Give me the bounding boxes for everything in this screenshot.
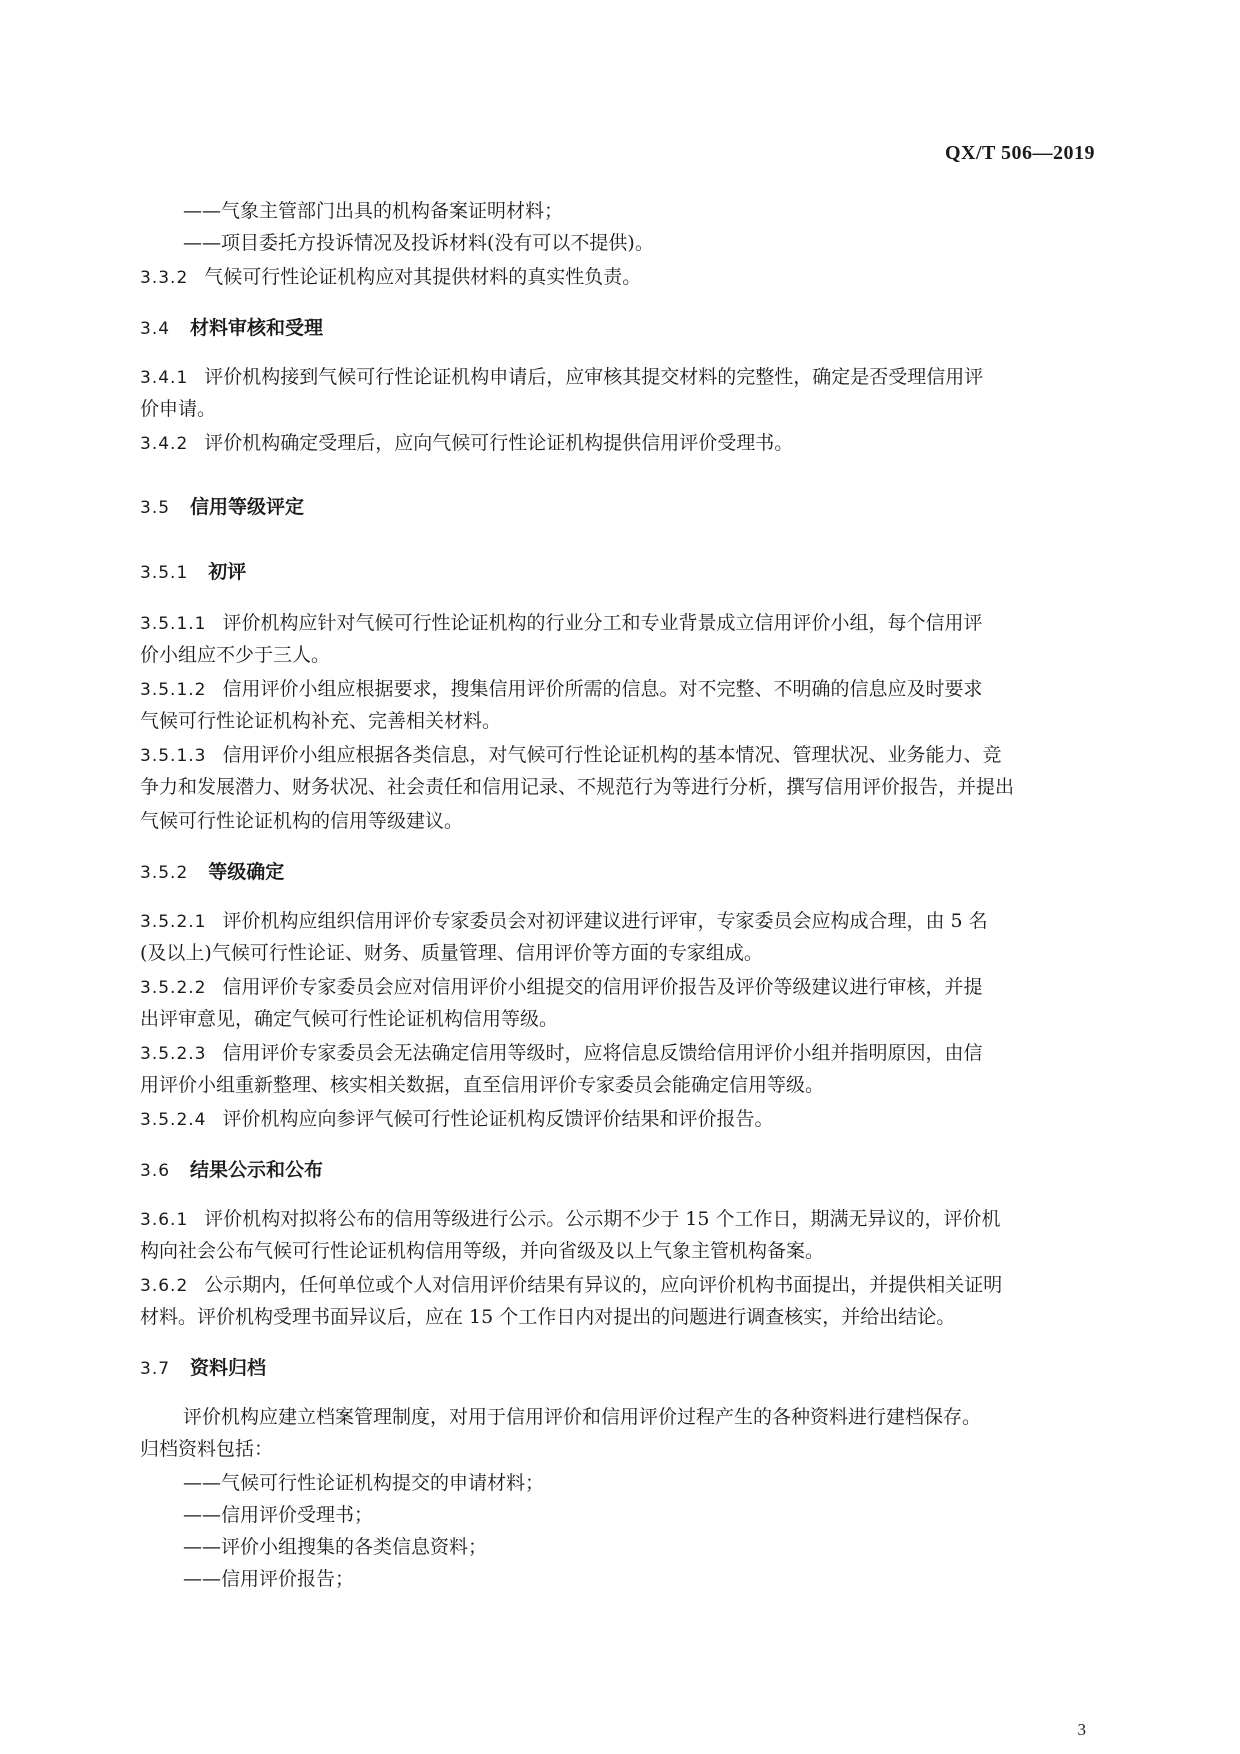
section-heading (140, 1155, 1100, 1186)
clause-continuation: 出评审意见，确定气候可行性论证机构信用等级。 (140, 1008, 559, 1030)
clause (140, 972, 1100, 1003)
clause-number: 3.5.2.4 (140, 1110, 207, 1130)
clause-number: 3.5.1.2 (140, 680, 207, 700)
clause-continuation: (及以上)气候可行性论证、财务、质量管理、信用评价等方面的专家组成。 (140, 942, 763, 964)
clause-continuation: 材料。评价机构受理书面异议后，应在 15 个工作日内对提出的问题进行调查核实，并给出结论。 (140, 1306, 956, 1328)
section-number: 3.5.2 (140, 863, 189, 883)
section-heading (140, 1353, 1100, 1384)
section-title: 等级确定 (208, 861, 285, 883)
clause-number: 3.4.2 (140, 434, 189, 454)
clause-text: 信用评价小组应根据要求，搜集信用评价所需的信息。对不完整、不明确的信息应及时要求 (222, 678, 983, 700)
section-heading (140, 313, 1100, 344)
clause-text: 评价机构确定受理后，应向气候可行性论证机构提供信用评价受理书。 (204, 432, 794, 454)
clause-continuation: 气候可行性论证机构补充、完善相关材料。 (140, 710, 502, 732)
clause-continuation: 气候可行性论证机构的信用等级建议。 (140, 810, 464, 832)
clause-continuation: 争力和发展潜力、财务状况、社会责任和信用记录、不规范行为等进行分析，撰写信用评价报告，并提出 (140, 776, 1015, 798)
clause-number: 3.5.1.1 (140, 614, 207, 634)
clause-continuation: 用评价小组重新整理、核实相关数据，直至信用评价专家委员会能确定信用等级。 (140, 1074, 825, 1096)
page-number: 3 (1077, 1720, 1086, 1739)
clause-text: 气候可行性论证机构应对其提供材料的真实性负责。 (204, 266, 642, 288)
clause-text: 信用评价小组应根据各类信息，对气候可行性论证机构的基本情况、管理状况、业务能力、竞 (222, 744, 1002, 766)
clause-continuation: 构向社会公布气候可行性论证机构信用等级，并向省级及以上气象主管机构备案。 (140, 1240, 825, 1262)
section-title: 初评 (208, 561, 247, 583)
clause-text: 评价机构对拟将公布的信用等级进行公示。公示期不少于 15 个工作日，期满无异议的，评价机 (204, 1208, 1001, 1230)
section-number: 3.7 (140, 1359, 171, 1379)
section-title: 资料归档 (190, 1357, 267, 1379)
clause-text: 评价机构接到气候可行性论证机构申请后，应审核其提交材料的完整性，确定是否受理信用评 (204, 366, 984, 388)
list-item: ——气候可行性论证机构提交的申请材料； (183, 1472, 545, 1494)
clause-continuation: 价小组应不少于三人。 (140, 644, 331, 666)
clause-number: 3.5.2.3 (140, 1044, 207, 1064)
list-item: ——评价小组搜集的各类信息资料； (183, 1536, 488, 1558)
section-title: 信用等级评定 (190, 496, 305, 518)
section-heading (140, 492, 1100, 523)
clause-number: 3.5.2.1 (140, 912, 207, 932)
list-item: ——信用评价报告； (183, 1568, 355, 1590)
list-item: ——气象主管部门出具的机构备案证明材料； (183, 200, 564, 222)
clause-number: 3.3.2 (140, 268, 189, 288)
clause (140, 428, 1100, 459)
clause (140, 362, 1100, 393)
clause-continuation: 价申请。 (140, 398, 217, 420)
clause (140, 262, 1100, 293)
clause-number: 3.5.1.3 (140, 746, 207, 766)
subsection-heading (140, 557, 1100, 588)
clause (140, 1038, 1100, 1069)
subsection-heading (140, 857, 1100, 888)
clause-text: 信用评价专家委员会无法确定信用等级时，应将信息反馈给信用评价小组并指明原因，由信 (222, 1042, 983, 1064)
clause (140, 1270, 1100, 1301)
list-item: ——信用评价受理书； (183, 1504, 374, 1526)
clause-text: 评价机构应向参评气候可行性论证机构反馈评价结果和评价报告。 (222, 1108, 774, 1130)
section-number: 3.4 (140, 319, 171, 339)
clause (140, 674, 1100, 705)
document-code: QX/T 506—2019 (944, 142, 1095, 164)
clause-number: 3.6.2 (140, 1276, 189, 1296)
section-number: 3.5.1 (140, 563, 189, 583)
list-item: ——项目委托方投诉情况及投诉材料(没有可以不提供)。 (183, 232, 654, 254)
paragraph-continuation: 归档资料包括： (140, 1438, 274, 1460)
clause (140, 608, 1100, 639)
clause (140, 1204, 1100, 1235)
paragraph: 评价机构应建立档案管理制度，对用于信用评价和信用评价过程产生的各种资料进行建档保存。 (183, 1406, 982, 1428)
section-title: 材料审核和受理 (190, 317, 324, 339)
section-title: 结果公示和公布 (190, 1159, 324, 1181)
clause-text: 评价机构应针对气候可行性论证机构的行业分工和专业背景成立信用评价小组，每个信用评 (222, 612, 983, 634)
clause-number: 3.6.1 (140, 1210, 189, 1230)
clause-text: 评价机构应组织信用评价专家委员会对初评建议进行评审，专家委员会应构成合理，由 5 名 (222, 910, 988, 932)
clause (140, 740, 1100, 771)
clause-text: 信用评价专家委员会应对信用评价小组提交的信用评价报告及评价等级建议进行审核，并提 (222, 976, 983, 998)
section-number: 3.6 (140, 1161, 171, 1181)
section-number: 3.5 (140, 498, 171, 518)
clause-number: 3.5.2.2 (140, 978, 207, 998)
clause (140, 906, 1100, 937)
clause (140, 1104, 1100, 1135)
clause-number: 3.4.1 (140, 368, 189, 388)
clause-text: 公示期内，任何单位或个人对信用评价结果有异议的，应向评价机构书面提出，并提供相关证明 (204, 1274, 1003, 1296)
